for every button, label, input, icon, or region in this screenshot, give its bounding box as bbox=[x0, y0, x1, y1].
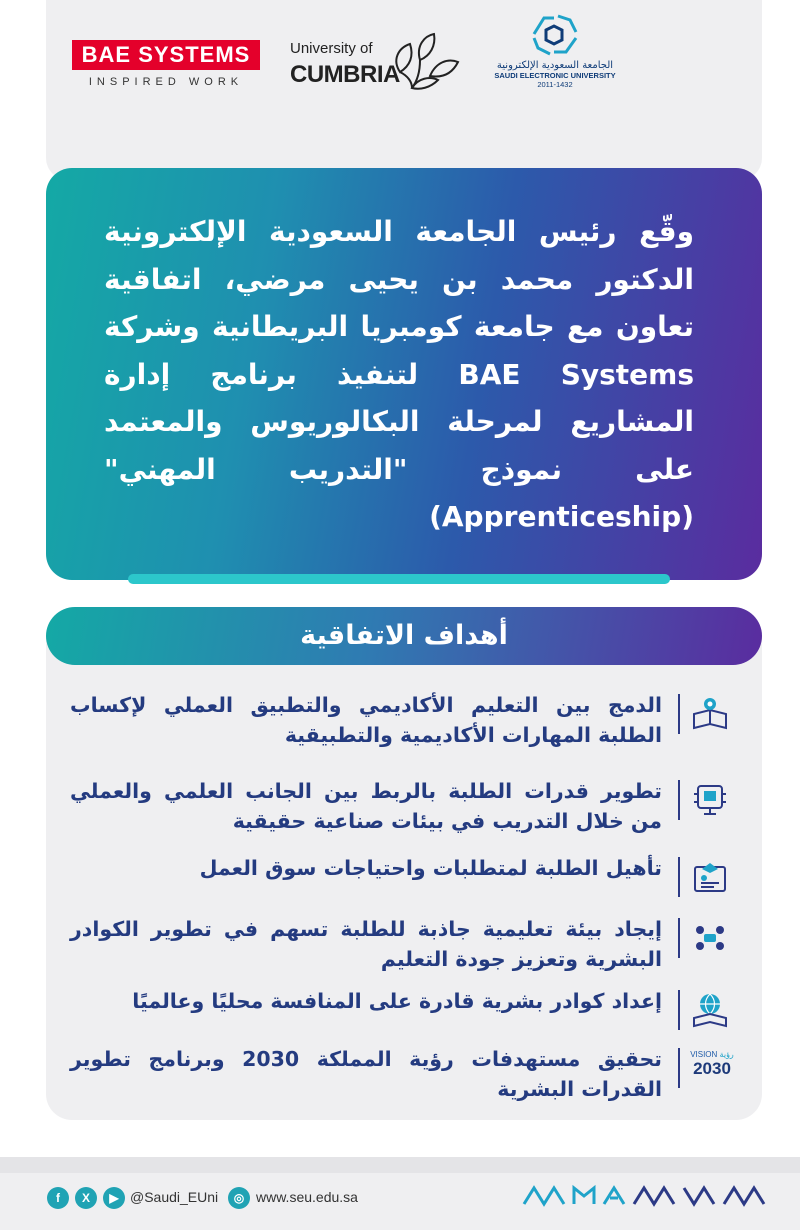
leaves-icon bbox=[390, 30, 460, 96]
goal-text: إيجاد بيئة تعليمية جاذبة للطلبة تسهم في تطوير الكوادر البشرية وتعزيز جودة التعليم bbox=[70, 917, 662, 971]
vision-label: VISION bbox=[690, 1050, 718, 1059]
goal-text: تطوير قدرات الطلبة بالربط بين الجانب العلمي والعملي من خلال التدريب في بيئات صناعية حقيقية bbox=[70, 779, 662, 833]
goals-title: أهداف الاتفاقية bbox=[300, 620, 508, 651]
accent-bar bbox=[128, 574, 670, 584]
footer-divider bbox=[0, 1157, 800, 1173]
globe-icon[interactable]: ◎ bbox=[228, 1187, 250, 1209]
seu-arabic-name: الجامعة السعودية الإلكترونية bbox=[496, 60, 614, 71]
announcement-text: وقّع رئيس الجامعة السعودية الإلكترونية الدكتور محمد بن يحيى مرضي، اتفاقية تعاون مع جامعة كومبريا البريطانية وشركة BAE Systems لتنفيذ برنامج إدارة المشاريع لمرحلة البكالوريوس والمعتمد على نموذج "التدريب المهني" (Apprenticeship) bbox=[104, 215, 694, 533]
website-link[interactable]: www.seu.edu.sa bbox=[256, 1189, 358, 1205]
cumbria-line1: University of bbox=[290, 40, 373, 57]
seu-years: 2011-1432 bbox=[537, 80, 573, 89]
book-gear-icon bbox=[678, 690, 734, 736]
cumbria-line2: CUMBRIA bbox=[290, 61, 400, 88]
group-people-icon bbox=[678, 914, 734, 960]
social-handle[interactable]: @Saudi_EUni bbox=[130, 1189, 219, 1205]
seu-english-name: SAUDI ELECTRONIC UNIVERSITY bbox=[494, 71, 616, 80]
seu-emblem-icon bbox=[528, 10, 582, 58]
vision-2030-icon bbox=[678, 1044, 734, 1090]
youtube-icon[interactable]: ▶ bbox=[103, 1187, 125, 1209]
decorative-pattern bbox=[520, 1180, 770, 1210]
goal-text: الدمج بين التعليم الأكاديمي والتطبيق العملي لإكساب الطلبة المهارات الأكاديمية والتطبيقية bbox=[70, 693, 662, 747]
graduate-screen-icon bbox=[678, 853, 734, 899]
goal-text: إعداد كوادر بشرية قادرة على المنافسة محليًا وعالميًا bbox=[132, 989, 662, 1013]
seu-logo bbox=[470, 10, 640, 110]
chip-book-icon bbox=[678, 776, 734, 822]
bae-name: BAE SYSTEMS bbox=[72, 40, 260, 70]
goal-text: تأهيل الطلبة لمتطلبات واحتياجات سوق العمل bbox=[199, 856, 662, 880]
bae-systems-logo bbox=[72, 40, 260, 88]
vision-year: 2030 bbox=[693, 1059, 731, 1078]
facebook-icon[interactable]: f bbox=[47, 1187, 69, 1209]
goal-text: تحقيق مستهدفات رؤية المملكة 2030 وبرنامج تطوير القدرات البشرية bbox=[70, 1047, 662, 1101]
bae-tagline: INSPIRED WORK bbox=[88, 76, 244, 88]
cumbria-logo bbox=[290, 28, 460, 98]
globe-book-icon bbox=[678, 986, 734, 1032]
vision-arabic: رؤية bbox=[719, 1050, 734, 1059]
x-twitter-icon[interactable]: X bbox=[75, 1187, 97, 1209]
